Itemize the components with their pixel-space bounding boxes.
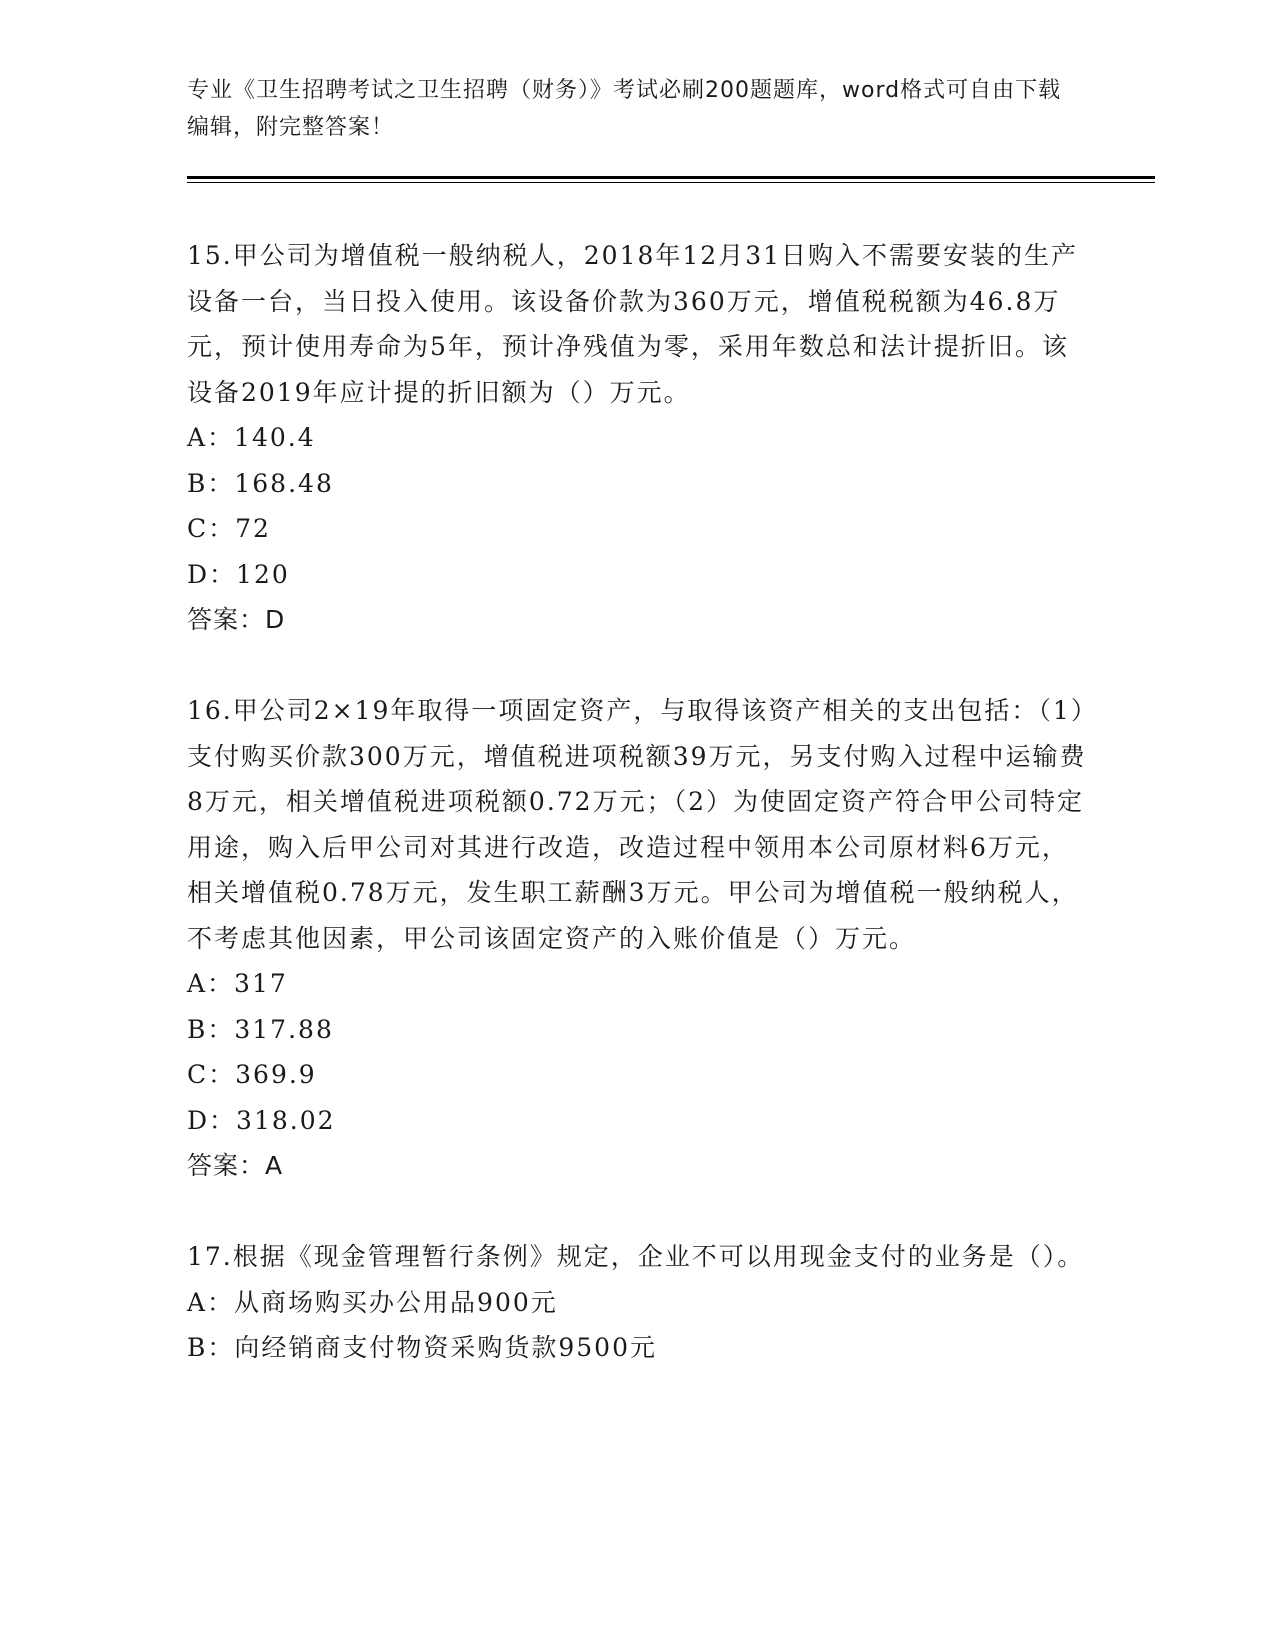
answer-label: 答案：A [187, 1151, 284, 1180]
question-list [187, 233, 1087, 1371]
option-c: C：72 [187, 514, 271, 543]
question-text: 16.甲公司2×19年取得一项固定资产，与取得该资产相关的支出包括：（1）支付购买价款300万元，增值税进项税额39万元，另支付购入过程中运输费8万元，相关增值税进项税额0.72万元；（2）为使固定资产符合甲公司特定用途，购入后甲公司对其进行改造，改造过程中领用本公司原材料6万元，相关增值税0.78万元，发生职工薪酬3万元。甲公司为增值税一般纳税人，不考虑其他因素，甲公司该固定资产的入账价值是（）万元。 [187, 696, 1087, 953]
option-c: C：369.9 [187, 1060, 317, 1089]
option-a: A：从商场购买办公用品900元 [187, 1287, 558, 1317]
question-16 [187, 688, 1087, 1189]
question-spacer [187, 643, 1087, 689]
option-d: D：318.02 [187, 1105, 336, 1135]
option-a: A：317 [187, 969, 288, 998]
header-divider-thin [187, 182, 1155, 183]
option-a: A：140.4 [187, 423, 316, 452]
question-text: 17.根据《现金管理暂行条例》规定，企业不可以用现金支付的业务是（）。 [187, 1242, 1085, 1271]
option-b: B：168.48 [187, 468, 334, 498]
question-15 [187, 233, 1087, 643]
answer-label: 答案：D [187, 605, 286, 634]
question-spacer [187, 1189, 1087, 1235]
question-text: 15.甲公司为增值税一般纳税人，2018年12月31日购入不需要安装的生产设备一台，当日投入使用。该设备价款为360万元，增值税税额为46.8万元，预计使用寿命为5年，预计净残值为零，采用年数总和法计提折旧。该设备2019年应计提的折旧额为（）万元。 [187, 241, 1079, 407]
question-17 [187, 1234, 1087, 1371]
option-b: B：向经销商支付物资采购货款9500元 [187, 1333, 657, 1362]
header-divider-thick [187, 176, 1155, 179]
option-d: D：120 [187, 559, 290, 589]
document-header: 专业《卫生招聘考试之卫生招聘（财务）》考试必刷200题题库，word格式可自由下载编辑，附完整答案！ [187, 78, 1062, 140]
option-b: B：317.88 [187, 1014, 334, 1044]
